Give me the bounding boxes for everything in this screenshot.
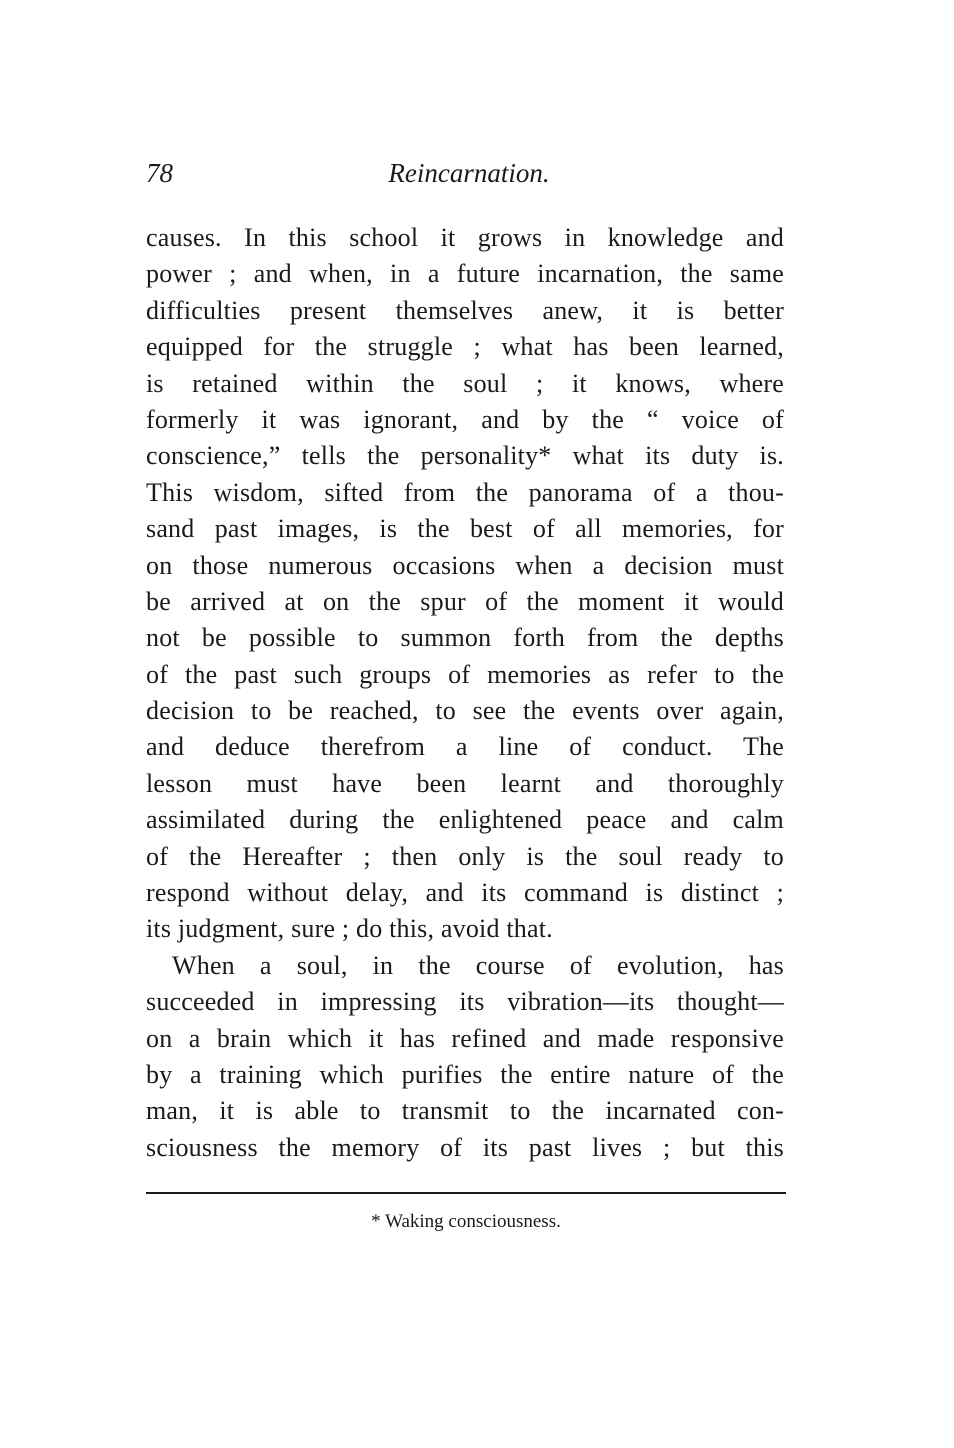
paragraph-1 bbox=[146, 220, 784, 948]
footnote: * Waking consciousness. bbox=[371, 1211, 561, 1232]
text-line: formerly it was ignorant, and by the “ voice of bbox=[146, 404, 784, 434]
running-head bbox=[146, 158, 784, 198]
text-line: respond without delay, and its command is distinct ; bbox=[146, 878, 784, 908]
text-line: succeeded in impressing its vibration—its thought— bbox=[146, 987, 784, 1017]
body-text bbox=[146, 220, 784, 1166]
text-line: conscience,” tells the personality* what its duty is. bbox=[146, 441, 784, 471]
text-line: of the past such groups of memories as refer to the bbox=[146, 659, 784, 689]
footnote-divider bbox=[146, 1192, 786, 1194]
text-line: on those numerous occasions when a decision must bbox=[146, 550, 784, 580]
text-line: on a brain which it has refined and made responsive bbox=[146, 1023, 784, 1053]
text-line: When a soul, in the course of evolution, has bbox=[172, 950, 784, 980]
text-line: be arrived at on the spur of the moment it would bbox=[146, 586, 784, 616]
page-number: 78 bbox=[146, 158, 173, 188]
text-line: not be possible to summon forth from the depths bbox=[146, 623, 784, 653]
text-line: assimilated during the enlightened peace and calm bbox=[146, 805, 784, 835]
text-line: is retained within the soul ; it knows, where bbox=[146, 368, 784, 398]
text-line: and deduce therefrom a line of conduct. The bbox=[146, 732, 784, 762]
paragraph-2 bbox=[146, 948, 784, 1166]
text-line: causes. In this school it grows in knowledge and bbox=[146, 223, 784, 252]
running-title: Reincarnation. bbox=[388, 158, 550, 188]
text-line: decision to be reached, to see the events over again, bbox=[146, 696, 784, 726]
text-line: its judgment, sure ; do this, avoid that. bbox=[146, 914, 553, 944]
text-line: man, it is able to transmit to the incarnated con- bbox=[146, 1096, 784, 1126]
text-line: sand past images, is the best of all memories, for bbox=[146, 514, 784, 544]
text-line: lesson must have been learnt and thoroughly bbox=[146, 768, 784, 798]
text-line: difficulties present themselves anew, it is better bbox=[146, 295, 784, 325]
text-line: equipped for the struggle ; what has been learned, bbox=[146, 332, 784, 362]
book-page bbox=[146, 158, 784, 1166]
text-line: of the Hereafter ; then only is the soul ready to bbox=[146, 841, 784, 871]
text-line: power ; and when, in a future incarnation, the same bbox=[146, 259, 784, 289]
text-line: This wisdom, sifted from the panorama of a thou- bbox=[146, 477, 784, 507]
text-line: by a training which purifies the entire nature of the bbox=[146, 1059, 784, 1089]
text-line: sciousness the memory of its past lives ; but this bbox=[146, 1132, 784, 1162]
